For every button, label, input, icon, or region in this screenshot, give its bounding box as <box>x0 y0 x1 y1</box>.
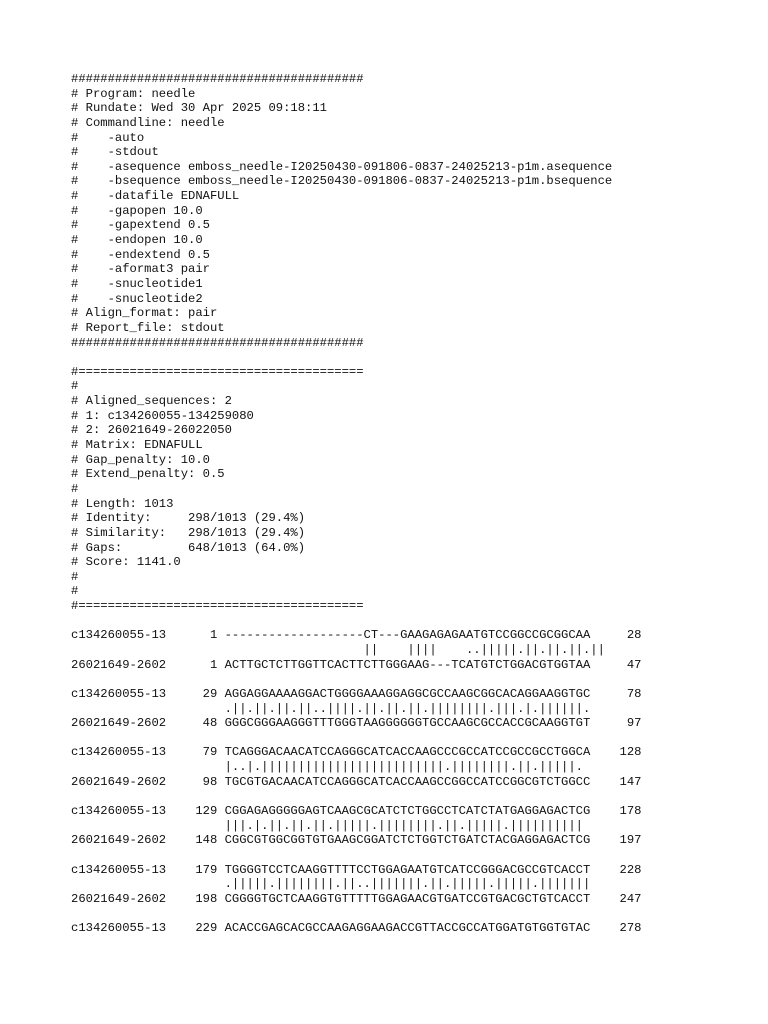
report-line: #======================================= <box>71 364 364 379</box>
report-line: c134260055-13 129 CGGAGAGGGGGAGTCAAGCGCATCTCTGGCCTCATCTATGAGGAGACTCG 178 <box>71 804 642 819</box>
report-line: # -endopen 10.0 <box>71 233 203 248</box>
report-line <box>71 731 751 746</box>
report-line: # -gapopen 10.0 <box>71 203 203 218</box>
report-line <box>71 350 751 365</box>
report-line: # Commandline: needle <box>71 115 225 130</box>
report-line: # <box>71 379 79 394</box>
report-line: # Report_file: stdout <box>71 320 225 335</box>
report-line: # <box>71 481 79 496</box>
report-line: ######################################## <box>71 72 364 86</box>
report-line: 26021649-2602 148 CGGCGTGGCGGTGTGAAGCGGATCTCTGGTCTGATCTACGAGGAGACTCG 197 <box>71 833 642 848</box>
report-line: # Length: 1013 <box>71 496 174 511</box>
report-line: # Similarity: 298/1013 (29.4%) <box>71 525 306 540</box>
report-line: ######################################## <box>71 335 364 350</box>
report-line: 26021649-2602 198 CGGGGTGCTCAAGGTGTTTTTGGAGAACGTGATCCGTGACGCTGTCACCT 247 <box>71 891 642 906</box>
report-line: c134260055-13 179 TGGGGTCCTCAAGGTTTTCCTGGAGAATGTCATCCGGGACGCCGTCACCT 228 <box>71 862 642 877</box>
report-line: # Matrix: EDNAFULL <box>71 438 203 453</box>
report-line: # Identity: 298/1013 (29.4%) <box>71 511 306 526</box>
report-line: # Program: needle <box>71 86 196 101</box>
report-line: # <box>71 569 79 584</box>
report-line: # -snucleotide1 <box>71 276 203 291</box>
report-line <box>71 672 751 687</box>
report-line <box>71 848 751 863</box>
report-line: .||.||.||.||..||||.||.||.||.||||||||.|||.|.||||||. <box>71 701 591 716</box>
report-line: # 2: 26021649-26022050 <box>71 423 232 438</box>
report-line: # -gapextend 0.5 <box>71 218 210 233</box>
report-line: #======================================= <box>71 599 364 614</box>
report-line: c134260055-13 1 -------------------CT---GAAGAGAGAATGTCCGGCCGCGGCAA 28 <box>71 628 642 643</box>
report-line: # -endextend 0.5 <box>71 247 210 262</box>
report-line: # -datafile EDNAFULL <box>71 189 240 204</box>
report-line: # -aformat3 pair <box>71 262 210 277</box>
report-line: || |||| ..|||||.||.||.||.|| <box>71 642 605 657</box>
report-line <box>71 614 751 629</box>
report-line: # -auto <box>71 130 145 145</box>
report-line: c134260055-13 29 AGGAGGAAAAGGACTGGGGAAAGGAGGCGCCAAGCGGCACAGGAAGGTGC 78 <box>71 686 642 701</box>
report-line: .|||||.||||||||.||..|||||||.||.|||||.|||||.||||||| <box>71 877 591 892</box>
report-line <box>71 907 751 922</box>
report-line: # -bsequence emboss_needle-I20250430-091806-0837-24025213-p1m.bsequence <box>71 174 613 189</box>
report-line: # Gaps: 648/1013 (64.0%) <box>71 540 306 555</box>
report-line: # -snucleotide2 <box>71 291 203 306</box>
report-line: 26021649-2602 98 TGCGTGACAACATCCAGGGCATCACCAAGCCGGCCATCCGGCGTCTGGCC 147 <box>71 774 642 789</box>
report-line: c134260055-13 79 TCAGGGACAACATCCAGGGCATCACCAAGCCCGCCATCCGCCGCCTGGCA 128 <box>71 745 642 760</box>
report-line: |..|.|||||||||||||||||||||||||.||||||||.||.|||||. <box>71 760 583 775</box>
report-line: # Extend_penalty: 0.5 <box>71 467 225 482</box>
report-line: # -stdout <box>71 145 159 160</box>
report-line: c134260055-13 229 ACACCGAGCACGCCAAGAGGAAGACCGTTACCGCCATGGATGTGGTGTAC 278 <box>71 921 642 936</box>
alignment-report <box>71 72 751 936</box>
report-line: # 1: c134260055-134259080 <box>71 408 254 423</box>
report-line: # <box>71 584 79 599</box>
report-line: # Rundate: Wed 30 Apr 2025 09:18:11 <box>71 101 327 116</box>
report-line: # Score: 1141.0 <box>71 555 181 570</box>
report-line: # Align_format: pair <box>71 306 218 321</box>
report-line: 26021649-2602 1 ACTTGCTCTTGGTTCACTTCTTGGGAAG---TCATGTCTGGACGTGGTAA 47 <box>71 657 642 672</box>
report-line: 26021649-2602 48 GGGCGGGAAGGGTTTGGGTAAGGGGGGTGCCAAGCGCCACCGCAAGGTGT 97 <box>71 716 642 731</box>
report-line: # Gap_penalty: 10.0 <box>71 452 210 467</box>
report-line: # Aligned_sequences: 2 <box>71 394 232 409</box>
report-line: |||.|.||.||.||.|||||.||||||||.||.|||||.|||||||||| <box>71 818 583 833</box>
report-line: # -asequence emboss_needle-I20250430-091806-0837-24025213-p1m.asequence <box>71 159 613 174</box>
report-line <box>71 789 751 804</box>
